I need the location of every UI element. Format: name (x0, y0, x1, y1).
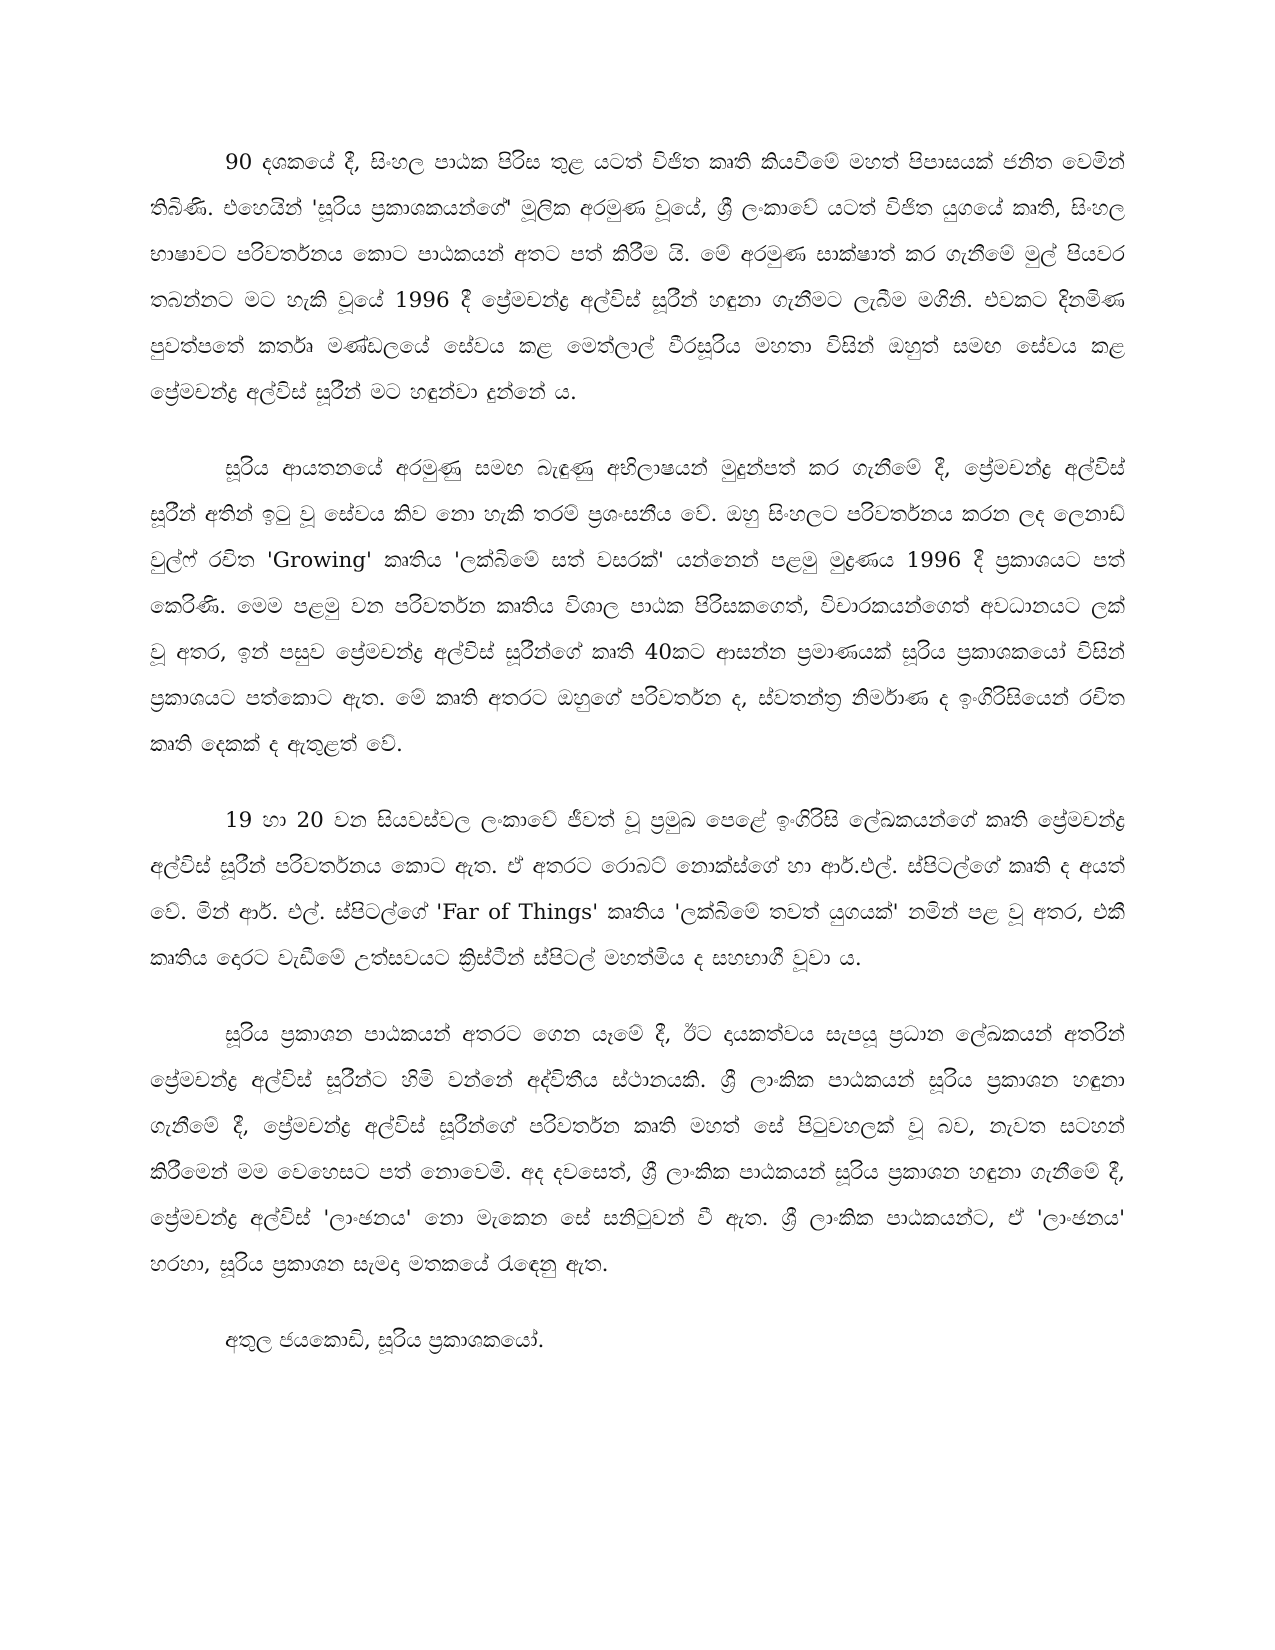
paragraph-3: 19 හා 20 වන සියවස්වල ලංකාවේ ජීවත් වූ ප්‍රමුඛ පෙළේ ඉංගිරිසි ලේඛකයන්ගේ කෘති ප්‍රේමචන්ද්‍ර අල්විස් සූරීන් පරිවර්තනය කොට ඇත. ඒ අතරට රොබට් නොක්ස්ගේ හා ආර්.එල්. ස්පිටල්ගේ කෘති ද අයත් වේ. මින් ආර්. එල්. ස්පිටල්ගේ 'Far of Things' කෘතිය 'ලක්බිමේ තවත් යුගයක්' නමින් පළ වූ අතර, එකී කෘතිය දොරට වැඩීමේ උත්සවයට ක්‍රිස්ටීන් ස්පිටල් මහත්මිය ද සහභාගී වූවා ය. (150, 808, 1125, 971)
paragraph-2: සූරිය ආයතනයේ අරමුණු සමඟ බැඳුණු අභිලාෂයන් මුදුන්පත් කර ගැනීමේ දී, ප්‍රේමචන්ද්‍ර අල්විස් සූරීන් අතින් ඉටු වූ සේවය කිව නො හැකි තරම් ප්‍රශංසනීය වේ. ඔහු සිංහලට පරිවර්තනය කරන ලද ලෙනාඩ් වුල්ෆ් රචිත 'Growing' කෘතිය 'ලක්බිමේ සත් වසරක්' යන්නෙන් පළමු මුද්‍රණය 1996 දී ප්‍රකාශයට පත් කෙරිණි. මෙම පළමු වන පරිවර්තන කෘතිය විශාල පාඨක පිරිසකගෙත්, විචාරකයන්ගෙත් අවධානයට ලක් වූ අතර, ඉන් පසුව ප්‍රේමචන්ද්‍ර අල්විස් සූරීන්ගේ කෘති 40කට ආසන්න ප්‍රමාණයක් සූරිය ප්‍රකාශකයෝ විසින් ප්‍රකාශයට පත්කොට ඇත. මේ කෘති අතරට ඔහුගේ පරිවර්තන ද, ස්වතන්ත්‍ර නිර්මාණ ද ඉංගිරිසියෙන් රචිත කෘති දෙකක් ද ඇතුළත් වේ. (150, 456, 1125, 757)
paragraph-1: 90 දශකයේ දී, සිංහල පාඨක පිරිස තුළ යටත් විජිත කෘති කියවීමේ මහත් පිපාසයක් ජනිත වෙමින් තිබිණි. එහෙයින් 'සූරිය ප්‍රකාශකයන්ගේ' මූලික අරමුණ වූයේ, ශ්‍රී ලංකාවේ යටත් විජිත යුගයේ කෘති, සිංහල භාෂාවට පරිවර්තනය කොට පාඨකයන් අතට පත් කිරීම යි. මේ අරමුණ සාක්ෂාත් කර ගැනීමේ මුල් පියවර තබන්නට මට හැකි වූයේ 1996 දී ප්‍රේමචන්ද්‍ර අල්විස් සූරීන් හඳුනා ගැනීමට ලැබීම මගිනි. එවකට දිනමිණ පුවත්පතේ කර්තෘ මණ්ඩලයේ සේවය කළ මෙත්ලාල් වීරසූරිය මහතා විසින් ඔහුත් සමඟ සේවය කළ ප්‍රේමචන්ද්‍ර අල්විස් සූරීන් මට හඳුන්වා දුන්නේ ය. (150, 150, 1125, 405)
paragraph-4: සූරිය ප්‍රකාශන පාඨකයන් අතරට ගෙන යෑමේ දී, ඊට දායකත්වය සැපයූ ප්‍රධාන ලේඛකයන් අතරින් ප්‍රේමචන්ද්‍ර අල්විස් සූරීන්ට හිමි වන්නේ අද්විතීය ස්ථානයකි. ශ්‍රී ලාංකික පාඨකයන් සූරිය ප්‍රකාශන හඳුනා ගැනීමේ දී, ප්‍රේමචන්ද්‍ර අල්විස් සූරීන්ගේ පරිවර්තන කෘති මහත් සේ පිටුවහලක් වූ බව, නැවත සටහන් කිරීමෙන් මම වෙහෙසට පත් නොවෙමි. අද දවසෙත්, ශ්‍රී ලාංකික පාඨකයන් සූරිය ප්‍රකාශන හඳුනා ගැනීමේ දී, ප්‍රේමචන්ද්‍ර අල්විස් 'ලාංඡනය' නො මැකෙන සේ සනිටුවන් වී ඇත. ශ්‍රී ලාංකික පාඨකයන්ට, ඒ 'ලාංඡනය' හරහා, සූරිය ප්‍රකාශන සැමදා මතකයේ රැඳෙනු ඇත. (150, 1022, 1125, 1277)
author-signature: අතුල ජයකොඩි, සූරිය ප්‍රකාශකයෝ. (225, 1328, 545, 1353)
